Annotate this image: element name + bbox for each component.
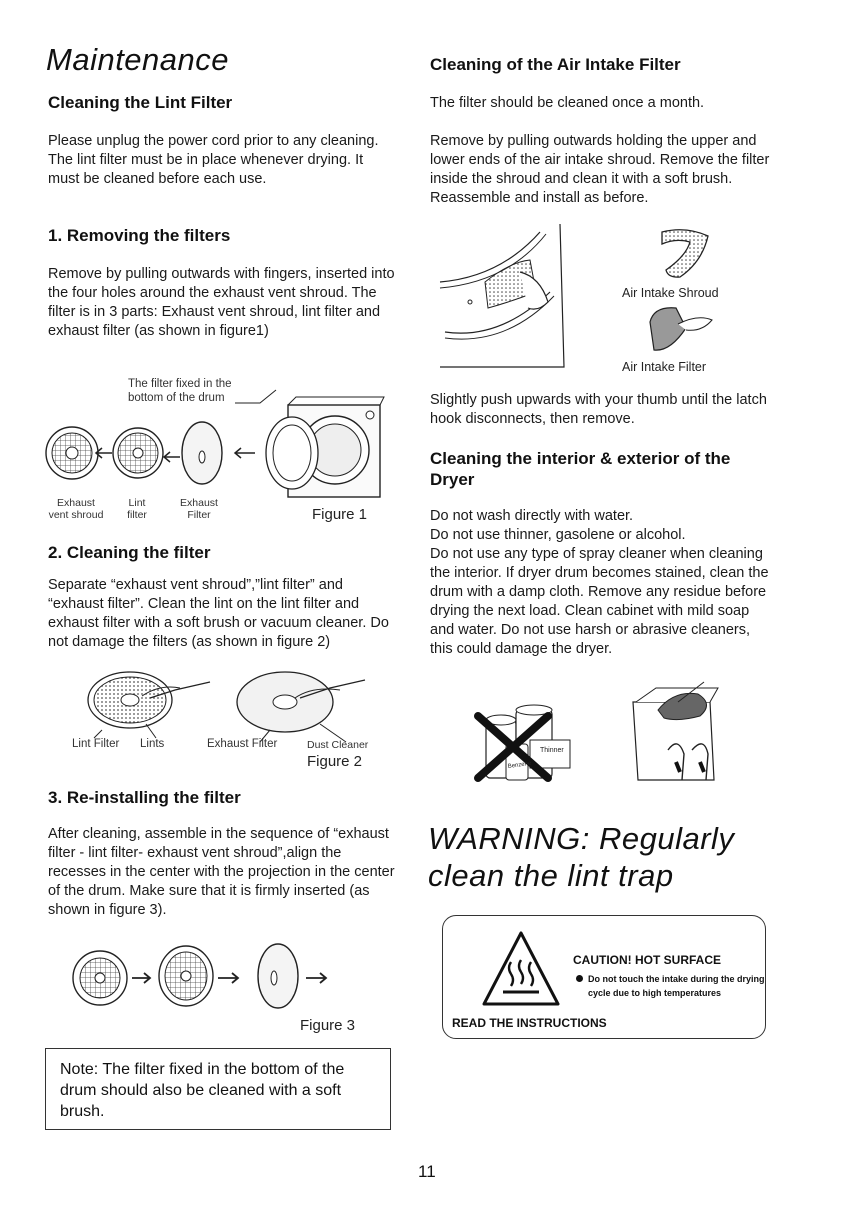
caution-bullet-text: Do not touch the intake during the drying cycle due to high temperatures <box>588 974 765 998</box>
read-instructions: READ THE INSTRUCTIONS <box>452 1016 607 1030</box>
interior-exterior-heading: Cleaning the interior & exterior of the Dryer <box>430 449 731 489</box>
reinstall-heading: 3. Re-installing the filter <box>48 788 241 807</box>
label-exhaust-vent-shroud <box>48 497 104 521</box>
interior-line-3: Do not use any type of spray cleaner when cleaning the interior. If dryer drum becomes stained, clean the drum with a damp cloth. Remove any residue before drying the next load. Clean cabinet with mild soap and water. Do not use harsh or abrasive cleaners, this could damage the dryer. <box>430 546 769 657</box>
label-exhaust-filter-line1: Exhaust <box>180 497 218 509</box>
lint-filter-cleaning-image <box>88 672 210 728</box>
label-exhaust-filter <box>176 497 222 521</box>
cleaning-filter-heading: 2. Cleaning the filter <box>48 543 211 562</box>
label-exhaust-vent-line1: Exhaust <box>57 497 95 509</box>
dryer-image <box>266 397 384 497</box>
label-lint-line2: filter <box>127 509 147 521</box>
caution-bullet <box>576 972 766 1000</box>
dryer-door-image <box>440 224 564 367</box>
interior-line-1: Do not wash directly with water. <box>430 508 634 524</box>
exhaust-vent-shroud-image <box>46 427 98 479</box>
filter-callout-line1: The filter fixed in the <box>128 378 232 390</box>
lint-filter-image <box>159 946 213 1006</box>
caution-box <box>442 915 766 1039</box>
arrow-icon <box>235 448 255 458</box>
exhaust-vent-shroud-image <box>73 951 127 1005</box>
lint-filter-text: Please unplug the power cord prior to any cleaning. The lint filter must be in place whenever drying. It must be cleaned before each use. <box>48 133 379 187</box>
air-intake-text-2: Remove by pulling outwards holding the upper and lower ends of the air intake shroud. Remove the filter inside the shroud and clean it with a soft brush. Reassemble and install as before. <box>430 133 770 206</box>
page-number: 11 <box>418 1162 436 1181</box>
arrow-icon <box>306 973 326 983</box>
label-air-intake-shroud: Air Intake Shroud <box>622 286 719 300</box>
caution-title: CAUTION! HOT SURFACE <box>573 953 721 967</box>
figure-2-illustration <box>80 668 390 743</box>
can-label-thinner: Thinner <box>540 747 564 754</box>
warning-line-1: WARNING: Regularly <box>428 821 735 856</box>
label-lint-filter <box>120 497 154 521</box>
air-intake-filter-image <box>650 308 712 350</box>
reinstall-text: After cleaning, assemble in the sequence of “exhaust filter - lint filter- exhaust vent shroud”,align the recesses in the center with the projection in the center of the drum. Make sure that it is firmly inserted (as shown in figure 3). <box>48 826 395 918</box>
exhaust-filter-cleaning-image <box>237 672 365 732</box>
solvent-cans-image <box>478 705 570 780</box>
figure-2-caption: Figure 2 <box>307 753 363 770</box>
label-lint-line1: Lint <box>128 497 146 509</box>
label-lint-filter-fig2: Lint Filter <box>72 738 120 750</box>
hot-surface-warning-icon <box>481 930 561 1008</box>
arrow-icon <box>164 452 180 462</box>
figure-3-caption: Figure 3 <box>300 1017 356 1034</box>
figure-1-illustration <box>40 395 390 505</box>
interior-cleaning-illustration <box>478 680 728 785</box>
removing-filters-text: Remove by pulling outwards with fingers, inserted into the four holes around the exhaust vent shroud. The filter is in 3 parts: Exhaust vent shroud, lint filter and exhaust filter (as shown in figure1) <box>48 266 395 339</box>
exhaust-filter-image <box>182 422 222 484</box>
exhaust-filter-image <box>258 944 298 1008</box>
figure-3-illustration <box>70 942 340 1014</box>
air-intake-shroud-image <box>662 230 708 277</box>
filter-callout-line2: bottom of the drum <box>128 392 225 404</box>
page-title: Maintenance <box>46 42 230 77</box>
interior-exterior-text <box>430 507 775 659</box>
cleaning-filter-text: Separate “exhaust vent shroud”,”lint filter” and “exhaust filter”. Clean the lint on the lint filter and exhaust filter with a soft brush or vacuum cleaner. Do not damage the filters (as shown in figure 2) <box>48 577 389 650</box>
arrow-icon <box>132 973 150 983</box>
label-exhaust-filter-line2: Filter <box>187 509 211 521</box>
warning-line-2: clean the lint trap <box>428 858 674 893</box>
note-text: Note: The filter fixed in the bottom of the drum should also be cleaned with a soft brush. <box>60 1061 345 1120</box>
air-intake-text-3: Slightly push upwards with your thumb until the latch hook disconnects, then remove. <box>430 392 767 427</box>
can-label-benzene: Benzene <box>507 760 532 770</box>
label-air-intake-filter: Air Intake Filter <box>622 360 707 374</box>
lint-filter-image <box>113 428 163 478</box>
label-exhaust-vent-line2: vent shroud <box>48 509 104 521</box>
figure-1-caption: Figure 1 <box>312 506 368 523</box>
arrow-icon <box>218 973 238 983</box>
bullet-icon <box>576 975 583 982</box>
note-box <box>45 1048 391 1130</box>
lint-filter-heading: Cleaning the Lint Filter <box>48 93 233 112</box>
air-intake-heading: Cleaning of the Air Intake Filter <box>430 55 681 74</box>
label-dust-cleaner: Dust Cleaner <box>307 739 369 751</box>
air-intake-text-1: The filter should be cleaned once a month. <box>430 95 705 111</box>
label-exhaust-filter-fig2: Exhaust Filter <box>207 738 278 750</box>
interior-line-2: Do not use thinner, gasolene or alcohol. <box>430 527 686 543</box>
dryer-wiping-image <box>633 682 718 780</box>
removing-filters-heading: 1. Removing the filters <box>48 226 231 245</box>
label-lints: Lints <box>140 738 165 750</box>
